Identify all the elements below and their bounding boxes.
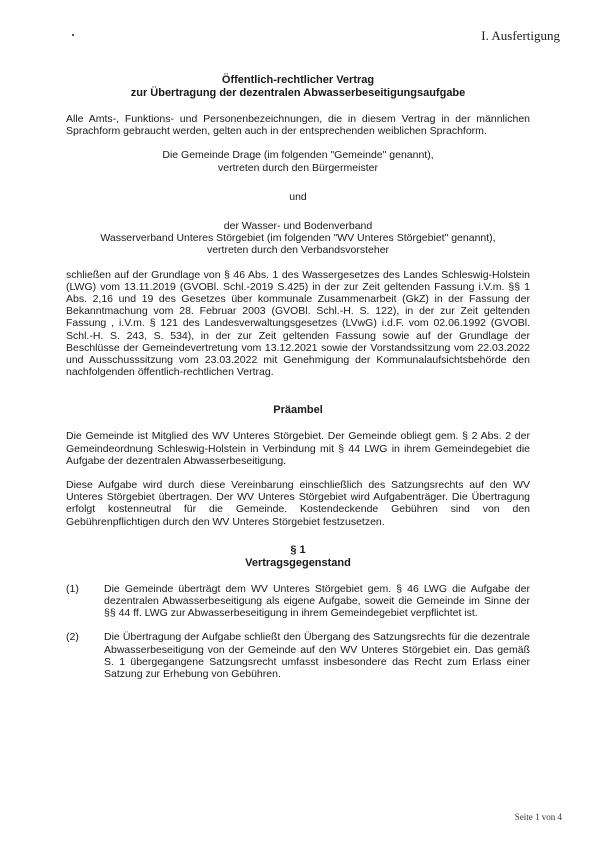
party1-line1: Die Gemeinde Drage (im folgenden "Gemeinde" genannt),	[162, 149, 434, 162]
document-title-line2: zur Übertragung der dezentralen Abwasserbeseitigungsaufgabe	[130, 87, 466, 99]
party2-line3: vertreten durch den Verbandsvorsteher	[206, 244, 390, 257]
party2-line1: der Wasser- und Bodenverband	[223, 220, 373, 233]
page-number: Seite 1 von 4	[514, 812, 562, 822]
section1-item-2	[66, 631, 530, 680]
section1-heading: Vertragsgegenstand	[245, 556, 351, 569]
document-body	[66, 74, 530, 680]
preamble-paragraph-2: Diese Aufgabe wird durch diese Vereinbarung einschließlich des Satzungsrechts auf den WV Unteres Störgebiet übertragen. Der WV Unteres Störgebiet wird Aufgabenträger. Die Übertragung erfolgt kostenneutral für die Gemeinde. Kostendeckende Gebühren sind von den Gebührenpflichtigen durch den WV Unteres Störgebiet festzusetzen.	[66, 479, 530, 528]
document-title-line1: Öffentlich-rechtlicher Vertrag	[221, 74, 375, 86]
copy-label: I. Ausfertigung	[481, 28, 560, 43]
gender-note-paragraph: Alle Amts-, Funktions- und Personenbezeichnungen, die in diesem Vertrag in der männlichen Sprachform gebraucht werden, gelten auch in der entsprechenden weiblichen Sprachform.	[66, 113, 530, 138]
item-number: (2)	[66, 631, 79, 644]
section1-number: § 1	[290, 543, 306, 556]
preamble-paragraph-1: Die Gemeinde ist Mitglied des WV Unteres Störgebiet. Der Gemeinde obliegt gem. § 2 Abs. 2 der Gemeindeordnung Schleswig-Holstein in Verbindung mit § 44 LWG in ihrem Gemeindegebiet die Aufgabe der dezentralen Abwasserbeseitigung.	[66, 430, 530, 467]
party1-line2: vertreten durch den Bürgermeister	[218, 161, 378, 174]
party2-line2: Wasserverband Unteres Störgebiet (im folgenden "WV Unteres Störgebiet" genannt),	[100, 232, 496, 245]
and-word: und	[289, 190, 307, 203]
item-text: Die Übertragung der Aufgabe schließt den Übergang des Satzungsrechts für die dezentrale Abwasserbeseitigung von der Gemeinde auf den WV Unteres Störgebiet ein. Das gemäß S. 1 übergegangene Satzungsrecht umfasst insbesondere das Recht zum Erlass einer Satzung zur Erhebung von Gebühren.	[104, 631, 530, 681]
section1-item-1	[66, 583, 530, 620]
scan-speck	[72, 34, 74, 36]
item-number: (1)	[66, 582, 79, 595]
item-text: Die Gemeinde überträgt dem WV Unteres Störgebiet gem. § 46 LWG die Aufgabe der dezentralen Abwasserbeseitigung als eigene Aufgabe, soweit die Gemeinde im Sinne der §§ 44 ff. LWG zur Abwasserbeseitigung in ihrem Gemeindegebiet verpflichtet ist.	[104, 582, 530, 620]
preamble-heading: Präambel	[273, 404, 323, 417]
legal-basis-paragraph: schließen auf der Grundlage von § 46 Abs. 1 des Wassergesetzes des Landes Schleswig-Holstein (LWG) vom 13.11.2019 (GVOBl. Schl.-2019 S.425) in der zur Zeit geltenden Fassung i.V.m. §§ 1 Abs. 2,16 und 19 des Gesetzes über kommunale Zusammenarbeit (GkZ) in der Fassung der Bekanntmachung vom 28. Februar 2003 (GVOBl. Schl.-H. S. 122), in der zur Zeit geltenden Fassung , i.V.m. § 121 des Landesverwaltungsgesetzes (LVwG) i.d.F. vom 02.06.1992 (GVOBl. Schl.-H. S. 243, S. 534), in der zur Zeit geltenden Fassung sowie auf der Grundlage der Beschlüsse der Gemeindevertretung vom 13.12.2021 sowie der Vorstandssitzung vom 22.03.2022 und Ausschusssitzung vom 23.03.2022 mit Genehmigung der Kommunalaufsichtsbehörde den nachfolgenden öffentlich-rechtlichen Vertrag.	[66, 268, 530, 379]
